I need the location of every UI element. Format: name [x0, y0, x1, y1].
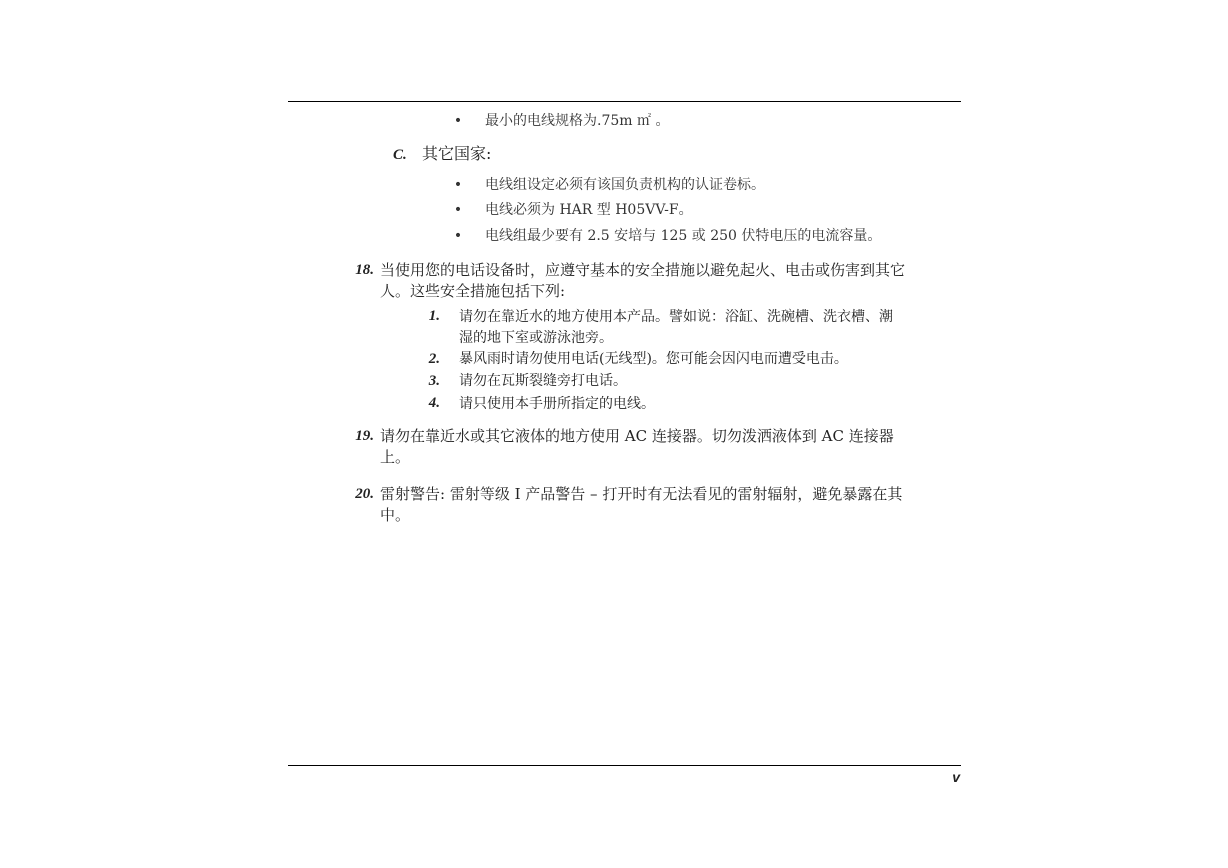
subitem-text-line: 湿的地下室或游泳池旁。	[459, 330, 613, 346]
subsection-title: 其它国家:	[422, 144, 492, 163]
bullet-text: 电线组最少要有 2.5 安培与 125 或 250 伏特电压的电流容量。	[485, 228, 882, 244]
subitem-text-line: 请勿在靠近水的地方使用本产品。譬如说：浴缸、洗碗槽、洗衣槽、潮	[459, 309, 893, 325]
bullet-icon: •	[453, 177, 463, 193]
bullet-text: 电线必须为 HAR 型 H05VV-F。	[485, 202, 693, 218]
item-text-line: 当使用您的电话设备时，应遵守基本的安全措施以避免起火、电击或伤害到其它	[380, 261, 906, 279]
page-number: v	[952, 769, 960, 785]
item-number: 19.	[355, 428, 374, 444]
bullet-icon: •	[453, 202, 463, 218]
subitem-text-line: 请只使用本手册所指定的电线。	[459, 396, 655, 412]
subsection-letter: C.	[393, 147, 407, 163]
bullet-icon: •	[453, 228, 463, 244]
subitem-number: 4.	[428, 395, 440, 411]
bullet-icon: •	[453, 113, 463, 129]
item-text-line: 雷射警告: 雷射等级 I 产品警告 – 打开时有无法看见的雷射辐射，避免暴露在其	[380, 485, 903, 503]
bullet-text: 最小的电线规格为.75m ㎡ 。	[485, 113, 670, 129]
footer-rule	[288, 765, 961, 766]
subitem-number: 1.	[428, 308, 440, 324]
item-text-line: 人。这些安全措施包括下列:	[380, 282, 566, 300]
item-text-line: 上。	[380, 448, 411, 466]
bullet-text: 电线组设定必须有该国负责机构的认证卷标。	[485, 177, 765, 193]
subitem-number: 2.	[428, 351, 440, 367]
subitem-text-line: 暴风雨时请勿使用电话(无线型)。您可能会因闪电而遭受电击。	[459, 351, 848, 367]
item-number: 18.	[355, 262, 374, 278]
item-text-line: 请勿在靠近水或其它液体的地方使用 AC 连接器。切勿泼洒液体到 AC 连接器	[380, 427, 894, 445]
subsection-heading	[393, 143, 491, 166]
header-rule	[288, 101, 961, 102]
subitem-number: 3.	[428, 373, 440, 389]
item-number: 20.	[355, 486, 374, 502]
item-text-line: 中。	[380, 506, 411, 524]
subitem-text-line: 请勿在瓦斯裂缝旁打电话。	[459, 373, 627, 389]
